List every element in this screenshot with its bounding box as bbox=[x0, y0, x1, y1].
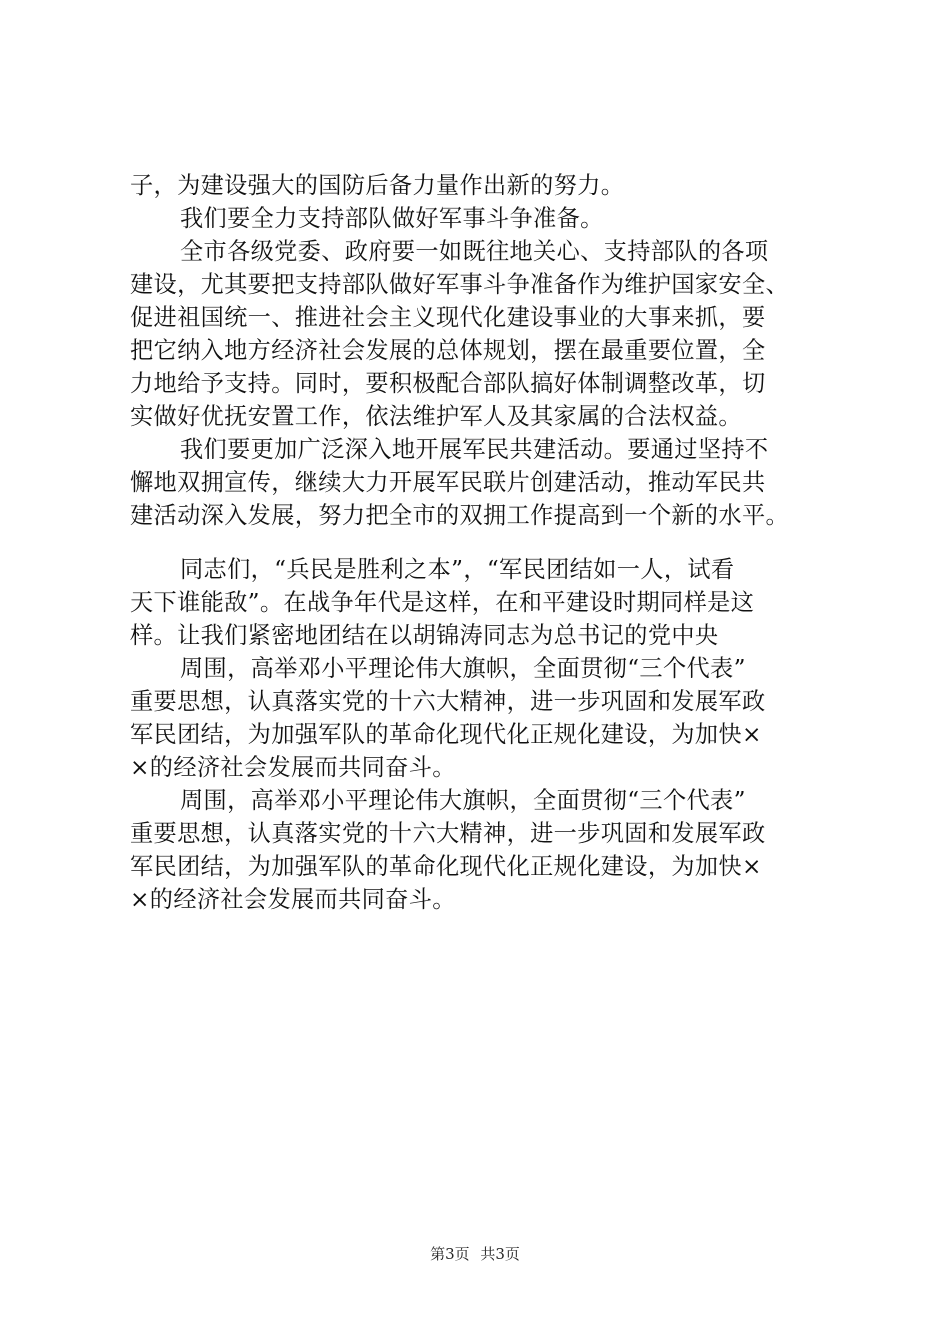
body-text-line: 懈地双拥宣传，继续大力开展军民联片创建活动，推动军民共 bbox=[130, 469, 766, 496]
body-text-line: 重要思想，认真落实党的十六大精神，进一步巩固和发展军政 bbox=[130, 820, 766, 847]
body-text-line: 子，为建设强大的国防后备力量作出新的努力。 bbox=[130, 172, 625, 199]
body-text-line: 军民团结，为加强军队的革命化现代化正规化建设，为加快× bbox=[130, 721, 762, 748]
body-text-line: 我们要更加广泛深入地开展军民共建活动。要通过坚持不 bbox=[180, 436, 769, 463]
body-text-line: 实做好优抚安置工作，依法维护军人及其家属的合法权益。 bbox=[130, 403, 742, 430]
body-text-line: 周围，高举邓小平理论伟大旗帜，全面贯彻“三个代表” bbox=[180, 787, 746, 814]
body-text-line: 建设，尤其要把支持部队做好军事斗争准备作为维护国家安全、 bbox=[130, 271, 790, 298]
body-text-line: 全市各级党委、政府要一如既往地关心、支持部队的各项 bbox=[180, 238, 769, 265]
body-text-line: 力地给予支持。同时，要积极配合部队搞好体制调整改革，切 bbox=[130, 370, 766, 397]
page-number: 第3页 bbox=[430, 1245, 470, 1263]
body-text-line: 重要思想，认真落实党的十六大精神，进一步巩固和发展军政 bbox=[130, 688, 766, 715]
body-text-line: 军民团结，为加强军队的革命化现代化正规化建设，为加快× bbox=[130, 853, 762, 880]
body-text-line: ×的经济社会发展而共同奋斗。 bbox=[130, 754, 456, 781]
body-text-line: 样。让我们紧密地团结在以胡锦涛同志为总书记的党中央 bbox=[130, 622, 719, 649]
body-text-line: ×的经济社会发展而共同奋斗。 bbox=[130, 886, 456, 913]
body-text-line: 我们要全力支持部队做好军事斗争准备。 bbox=[180, 205, 604, 232]
body-text-line: 天下谁能敌”。在战争年代是这样，在和平建设时期同样是这 bbox=[130, 589, 755, 616]
body-text-line: 同志们，“兵民是胜利之本”，“军民团结如一人，试看 bbox=[180, 556, 735, 583]
body-text-line: 周围，高举邓小平理论伟大旗帜，全面贯彻“三个代表” bbox=[180, 655, 746, 682]
body-text-line: 建活动深入发展，努力把全市的双拥工作提高到一个新的水平。 bbox=[130, 502, 790, 529]
body-text-line: 把它纳入地方经济社会发展的总体规划，摆在最重要位置，全 bbox=[130, 337, 766, 364]
body-text-line: 促进祖国统一、推进社会主义现代化建设事业的大事来抓，要 bbox=[130, 304, 766, 331]
page-total: 共3页 bbox=[480, 1245, 520, 1263]
page-footer bbox=[0, 1244, 950, 1264]
